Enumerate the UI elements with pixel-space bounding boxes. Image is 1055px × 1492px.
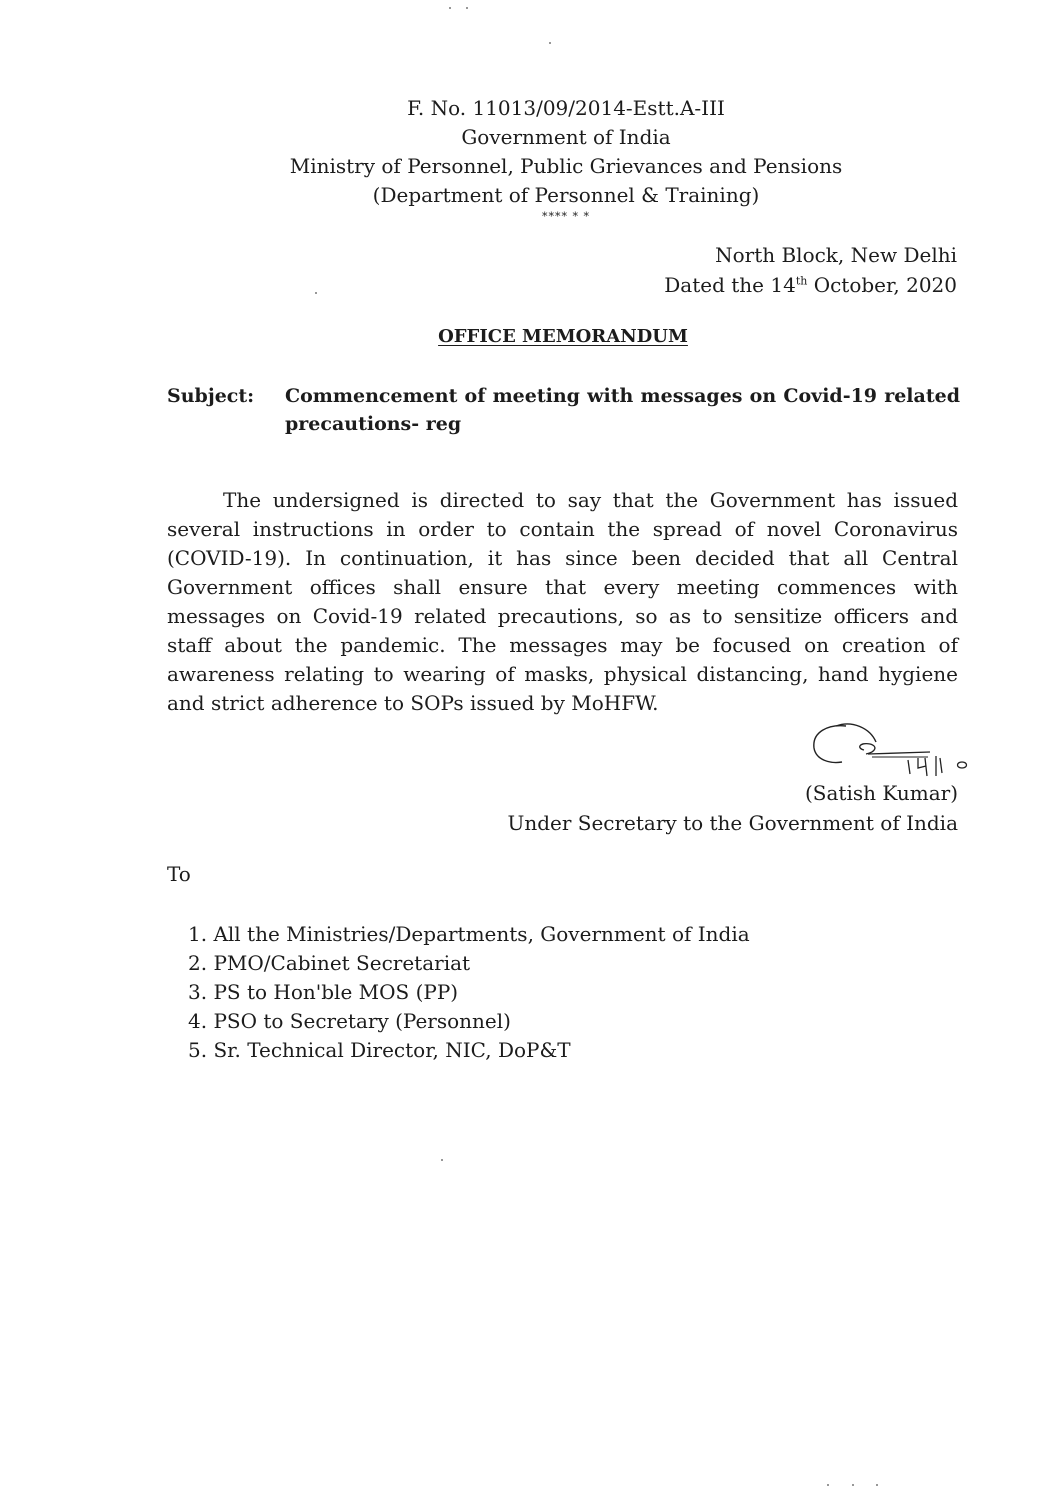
scan-speck [827,1484,829,1486]
scan-speck [466,7,468,9]
recipient-item: 4. PSO to Secretary (Personnel) [188,1009,511,1033]
memo-title: OFFICE MEMORANDUM [438,326,688,347]
signatory-designation: Under Secretary to the Government of India [507,811,958,835]
scan-speck [852,1484,854,1486]
signatory-block [507,778,958,838]
subject-line [167,382,960,438]
recipient-item: 1. All the Ministries/Departments, Government of India [188,922,750,946]
date [664,270,957,300]
place: North Block, New Delhi [715,243,957,267]
department-name: (Department of Personnel & Training) [372,183,760,207]
ministry-name: Ministry of Personnel, Public Grievances and Pensions [289,154,843,178]
government-name: Government of India [461,125,671,149]
to-label: To [167,862,191,886]
recipient-item: 2. PMO/Cabinet Secretariat [188,951,471,975]
scan-speck [315,292,317,294]
scan-speck [549,42,551,44]
body-paragraph: The undersigned is directed to say that the Government has issued several instructions in order to contain the spread of novel Coronavirus (COVID-19). In continuation, it has since been decided that all Central Government offices shall ensure that every meeting commences with messages on Covid-19 related precautions, so as to sensitize officers and staff about the pandemic. The messages may be focused on creation of awareness relating to wearing of masks, physical distancing, hand hygiene and strict adherence to SOPs issued by MoHFW. [167,488,958,715]
recipient-item: 3. PS to Hon'ble MOS (PP) [188,980,459,1004]
scan-speck [449,7,451,9]
recipient-list [188,920,750,1065]
date-prefix: Dated the 14 [664,273,796,297]
scan-speck [441,1159,443,1161]
subject-text: Commencement of meeting with messages on Covid-19 related precautions- reg [285,385,960,435]
separator-stars: **** * * [542,210,590,223]
signatory-name: (Satish Kumar) [805,781,958,805]
scan-speck [876,1484,878,1486]
letterhead [230,94,902,224]
date-ordinal: th [795,274,808,288]
file-number: F. No. 11013/09/2014-Estt.A-III [407,96,725,120]
subject-label: Subject: [167,385,255,407]
date-suffix: October, 2020 [807,273,957,297]
place-date-block [664,240,957,300]
recipient-item: 5. Sr. Technical Director, NIC, DoP&T [188,1038,571,1062]
